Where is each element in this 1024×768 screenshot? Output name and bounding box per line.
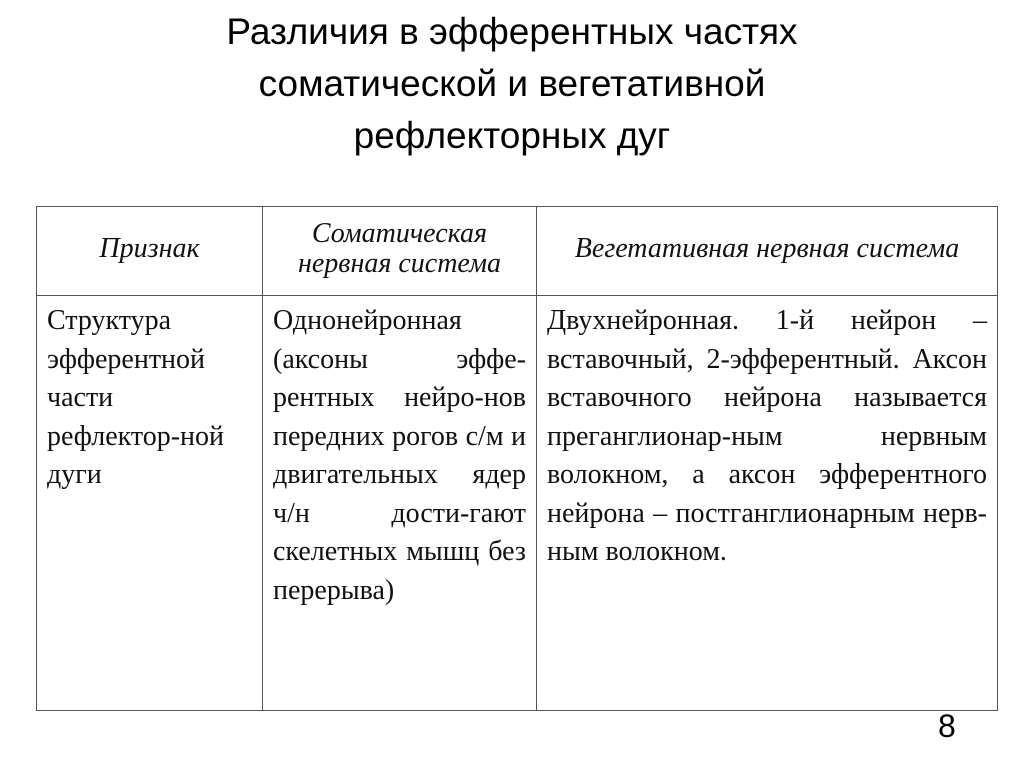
page-number: 8	[938, 708, 956, 744]
title-line-1: Различия в эфферентных частях	[226, 11, 798, 52]
comparison-table	[36, 206, 998, 711]
header-feature: Признак	[37, 207, 263, 296]
cell-autonomic: Двухнейронная. 1-й нейрон – вставочный, 2-эфферентный. Аксон вставочного нейрона называется преганглионар-ным нервным волокном, а аксон эфферентного нейрона – постганглионарным нерв-ным волокном.	[537, 296, 998, 711]
slide-title	[0, 6, 1024, 162]
cell-feature: Структура эфферентной части рефлектор-ной дуги	[37, 296, 263, 711]
title-line-2: соматической и вегетативной	[258, 63, 766, 104]
cell-somatic: Однонейронная (аксоны эффе-рентных нейро-нов передних рогов с/м и двигательных ядер ч/н дости-гают скелетных мышц без перерыва)	[263, 296, 537, 711]
header-somatic: Соматическая нервная система	[263, 207, 537, 296]
header-autonomic: Вегетативная нервная система	[537, 207, 998, 296]
table-header-row	[37, 207, 998, 296]
table-row	[37, 296, 998, 711]
title-line-3: рефлекторных дуг	[353, 115, 671, 156]
